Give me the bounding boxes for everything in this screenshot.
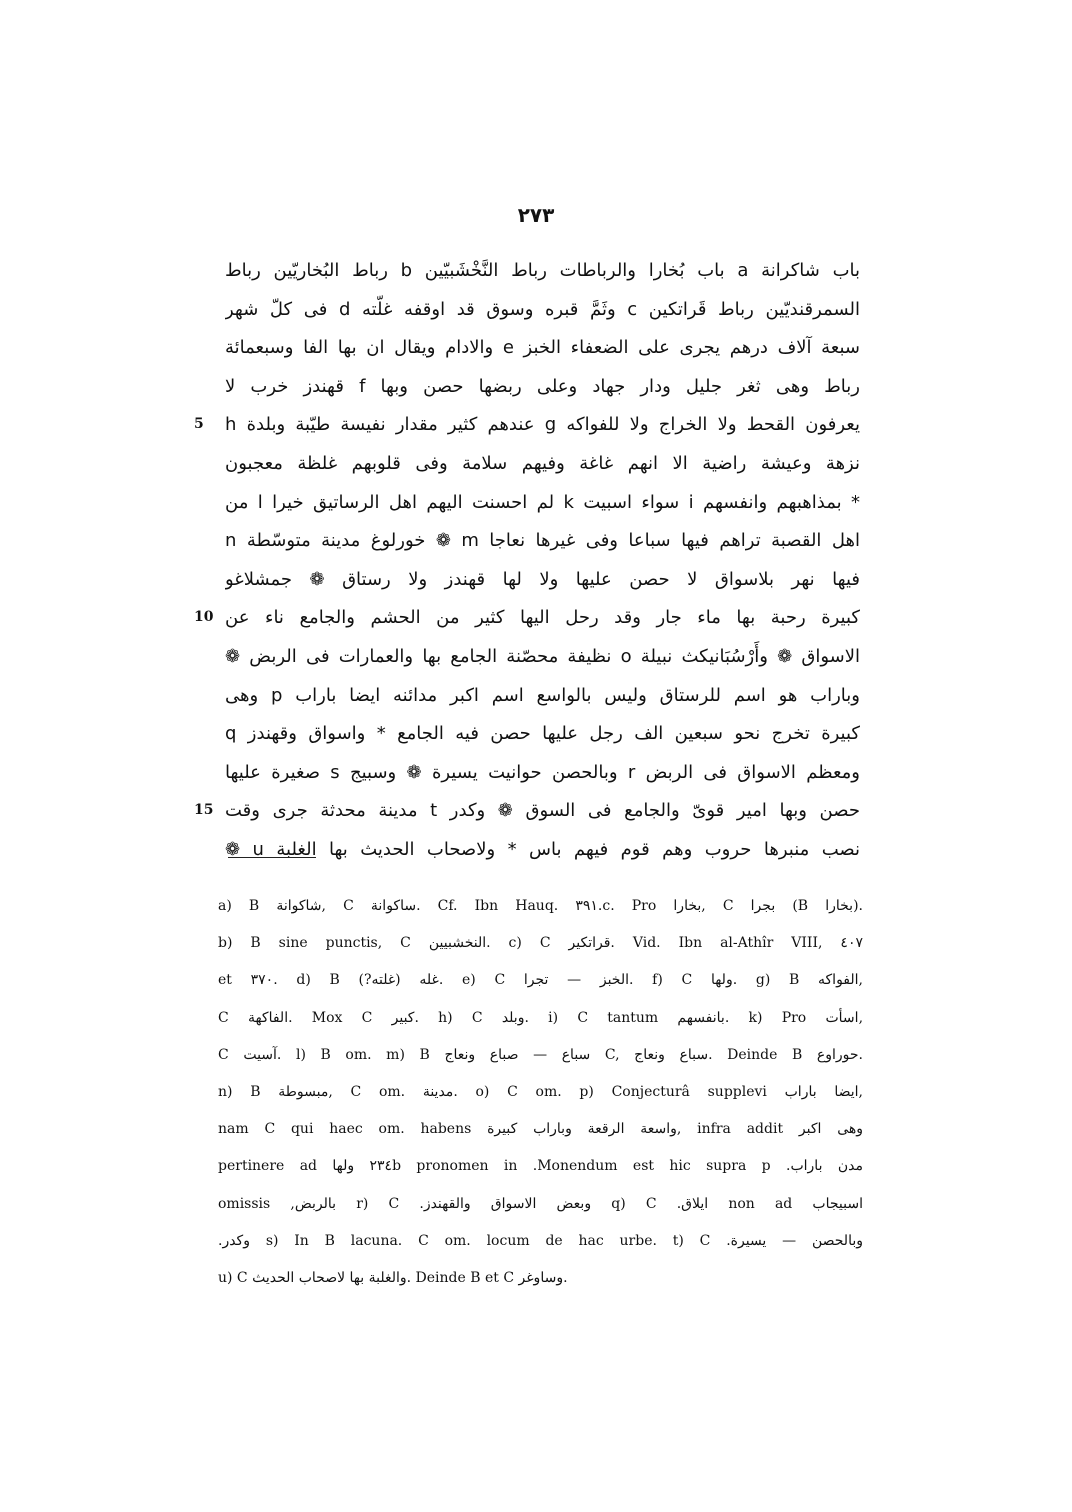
main-text-body (225, 252, 860, 870)
footnote-line: a) B شاكوانة, C ساكوانة. Cf. Ibn Hauq. ٣٩١.c. Pro بخارا, C بجرا (B بخارا). (218, 898, 863, 914)
footnote-line: u) C والغلبة بها لاصحاب الحديث. Deinde B et C وساوغر. (218, 1269, 568, 1286)
main-text-line: اهل القصبة تراهم فيها سباعا وفى غيرها نعاجا m ❁ خورلوغ مدينة متوسّطة n (225, 530, 860, 552)
main-text-line: نزهة وعيشة راضية الا انهم غاغة وفيهم سلامة وفى قلوبهم غلظة معجبون (225, 452, 860, 474)
main-text-line: سبعة آلاف درهم يجرى على الضعفاء الخبز e والادام ويقال ان بها الفا وسبعمائة (225, 337, 860, 359)
main-text-line: ومعظم الاسواق فى الربض r وبالحصن حوانيت يسيرة ❁ وسبيج s صغيرة عليها (225, 761, 860, 783)
footnote-separator-rule (228, 857, 316, 858)
main-text-line: رباط وهى ثغر جليل ودار جهاد وعلى ربضها حصن وبها f قهندز خرب لا (225, 375, 860, 397)
footnote-line: وبالحصن — يسيرة. s) In B lacuna. C om. locum de hac urbe. t) C وكدر. (218, 1232, 863, 1249)
main-text-line: يعرفون القحط ولا الخراج ولا للفواكه g عندهم كثير مقدار نفيسة طيّبة وبلدة h (225, 414, 860, 436)
main-text-line: * بمذاهبهم وانفسهم i سواء اسبيت k لم احسنت اليهم اهل الرساتيق خيرا l من (225, 491, 860, 513)
main-text-line: نصب منبرها حروب وهم قوم فيهم باس * ولاصحاب الحديث بها الغلبة u ❁ (225, 838, 860, 860)
footnote-line: مدن باراب. Monendum est hic supra p. ٢٣٤b pronomen in ولها pertinere ad (218, 1158, 863, 1175)
line-number: 15 (194, 802, 214, 819)
main-text-line: الاسواق ❁ وأَرْسُبَانيكث نبيلة o نظيفة محصّنة الجامع بها والعمارات فى الربض ❁ (225, 645, 860, 667)
main-text-line: وباراب هو اسم للرستاق وليس بالواسع اسم اكبر مدائنه ايضا باراب p وهى (225, 684, 860, 706)
footnote-line: اسبيجاب non ad ايلاق. q) C وبعض الاسواق والقهندز. r) C بالربض, omissis (218, 1195, 863, 1212)
footnotes-block (218, 888, 863, 1297)
main-text-line: فيها نهر بلاسواق لا حصن عليها ولا لها قهندز ولا رستاق ❁ جمشلاغو (225, 568, 860, 590)
main-text-line: كبيرة رحبة بها ماء جار وقد رحل اليها كثير من الحشم والجامع ناء عن (225, 607, 860, 629)
line-number: 10 (194, 609, 214, 626)
main-text-line: السمرقنديّين رباط قَراتكين c وثَمَّ قبره وسوق قد اوقفه غلّته d فى كلّ شهر (225, 298, 860, 320)
page-number: ٢٧٣ (517, 203, 555, 227)
main-text-line: كبيرة تخرج نحو سبعين الف رجل عليها حصن فيه الجامع * واسواق وقهندز q (225, 723, 860, 745)
footnote-line: C الفاكهة. Mox C كبير. h) C وبلد. i) C tantum بانفسهم. k) Pro اسأت, (218, 1009, 863, 1026)
line-number: 5 (194, 416, 204, 433)
footnote-line: et ٣٧٠. d) B غله (غلته?). e) C الخبز — تجرا. f) C ولها. g) B الفواكه, (218, 972, 863, 989)
footnote-line: b) B sine punctis, C النخشبيين. c) C قراتكير. Vid. Ibn al-Athîr VIII, ٤٠٧ (218, 935, 863, 952)
footnote-line: n) B مبسوطة, C om. مدينة. o) C om. p) Conjecturâ supplevi ايضا باراب, (218, 1083, 863, 1100)
footnote-line: nam C qui haec om. habens واسعة الرقعة وباراب كبيرة, infra addit وهى اكبر (218, 1121, 863, 1138)
main-text-line: حصن وبها امير قوىّ والجامع فى السوق ❁ وكدر t مدينة محدثة جرى وقت (225, 800, 860, 822)
footnote-line: C آسيت. l) B om. m) B سباع — صباع ونعاج C, سباع ونعاج. Deinde B حوراوع. (218, 1046, 863, 1063)
main-text-line: باب شاكرانة a باب بُخارا والرباطات رباط النَّخْشَبيّين b رباط البُخاريّين رباط (225, 260, 860, 281)
